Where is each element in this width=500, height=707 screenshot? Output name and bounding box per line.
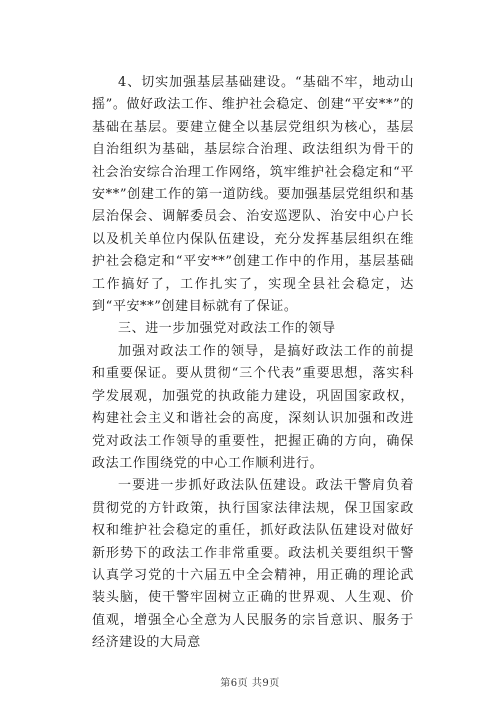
page-number-footer: 第6页 共9页 bbox=[220, 678, 280, 689]
section-heading-party-leadership: 三、进一步加强党对政法工作的领导 bbox=[118, 321, 336, 337]
paragraph-leadership-importance: 加强对政法工作的领导，是搞好政法工作的前提和重要保证。要从贯彻“三个代表”重要思想，落实科学发展观，加强党的执政能力建设，巩固国家政权，构建社会主义和谐社会的高度，深刻认识加强和改进党对政法工作领导的重要性，把握正确的方向，确保政法工作围绕党的中心工作顺利进行。 bbox=[92, 343, 414, 471]
paragraph-team-building: 一要进一步抓好政法队伍建设。政法干警肩负着贯彻党的方针政策，执行国家法律法规，保卫国家政权和维护社会稳定的重任，抓好政法队伍建设对做好新形势下的政法工作非常重要。政法机关要组织干警认真学习党的十六届五中全会精神，用正确的理论武装头脑，使干警牢固树立正确的世界观、人生观、价值观，增强全心全意为人民服务的宗旨意识、服务于经济建设的大局意 bbox=[92, 478, 414, 651]
paragraph-grassroots-construction: 4、切实加强基层基础建设。“基础不牢，地动山摇”。做好政法工作、维护社会稳定、创建“平安**”的基础在基层。要建立健全以基层党组织为核心，基层自治组织为基础，基层综合治理、政法组织为骨干的社会治安综合治理工作网络，筑牢维护社会稳定和“平安**”创建工作的第一道防线。要加强基层党组织和基层治保会、调解委员会、治安巡逻队、治安中心户长以及机关单位内保队伍建设，充分发挥基层组织在维护社会稳定和“平安**”创建工作中的作用，基层基础工作搞好了，工作扎实了，实现全县社会稳定，达到“平安**”创建目标就有了保证。 bbox=[92, 75, 414, 315]
document-body bbox=[92, 72, 414, 655]
